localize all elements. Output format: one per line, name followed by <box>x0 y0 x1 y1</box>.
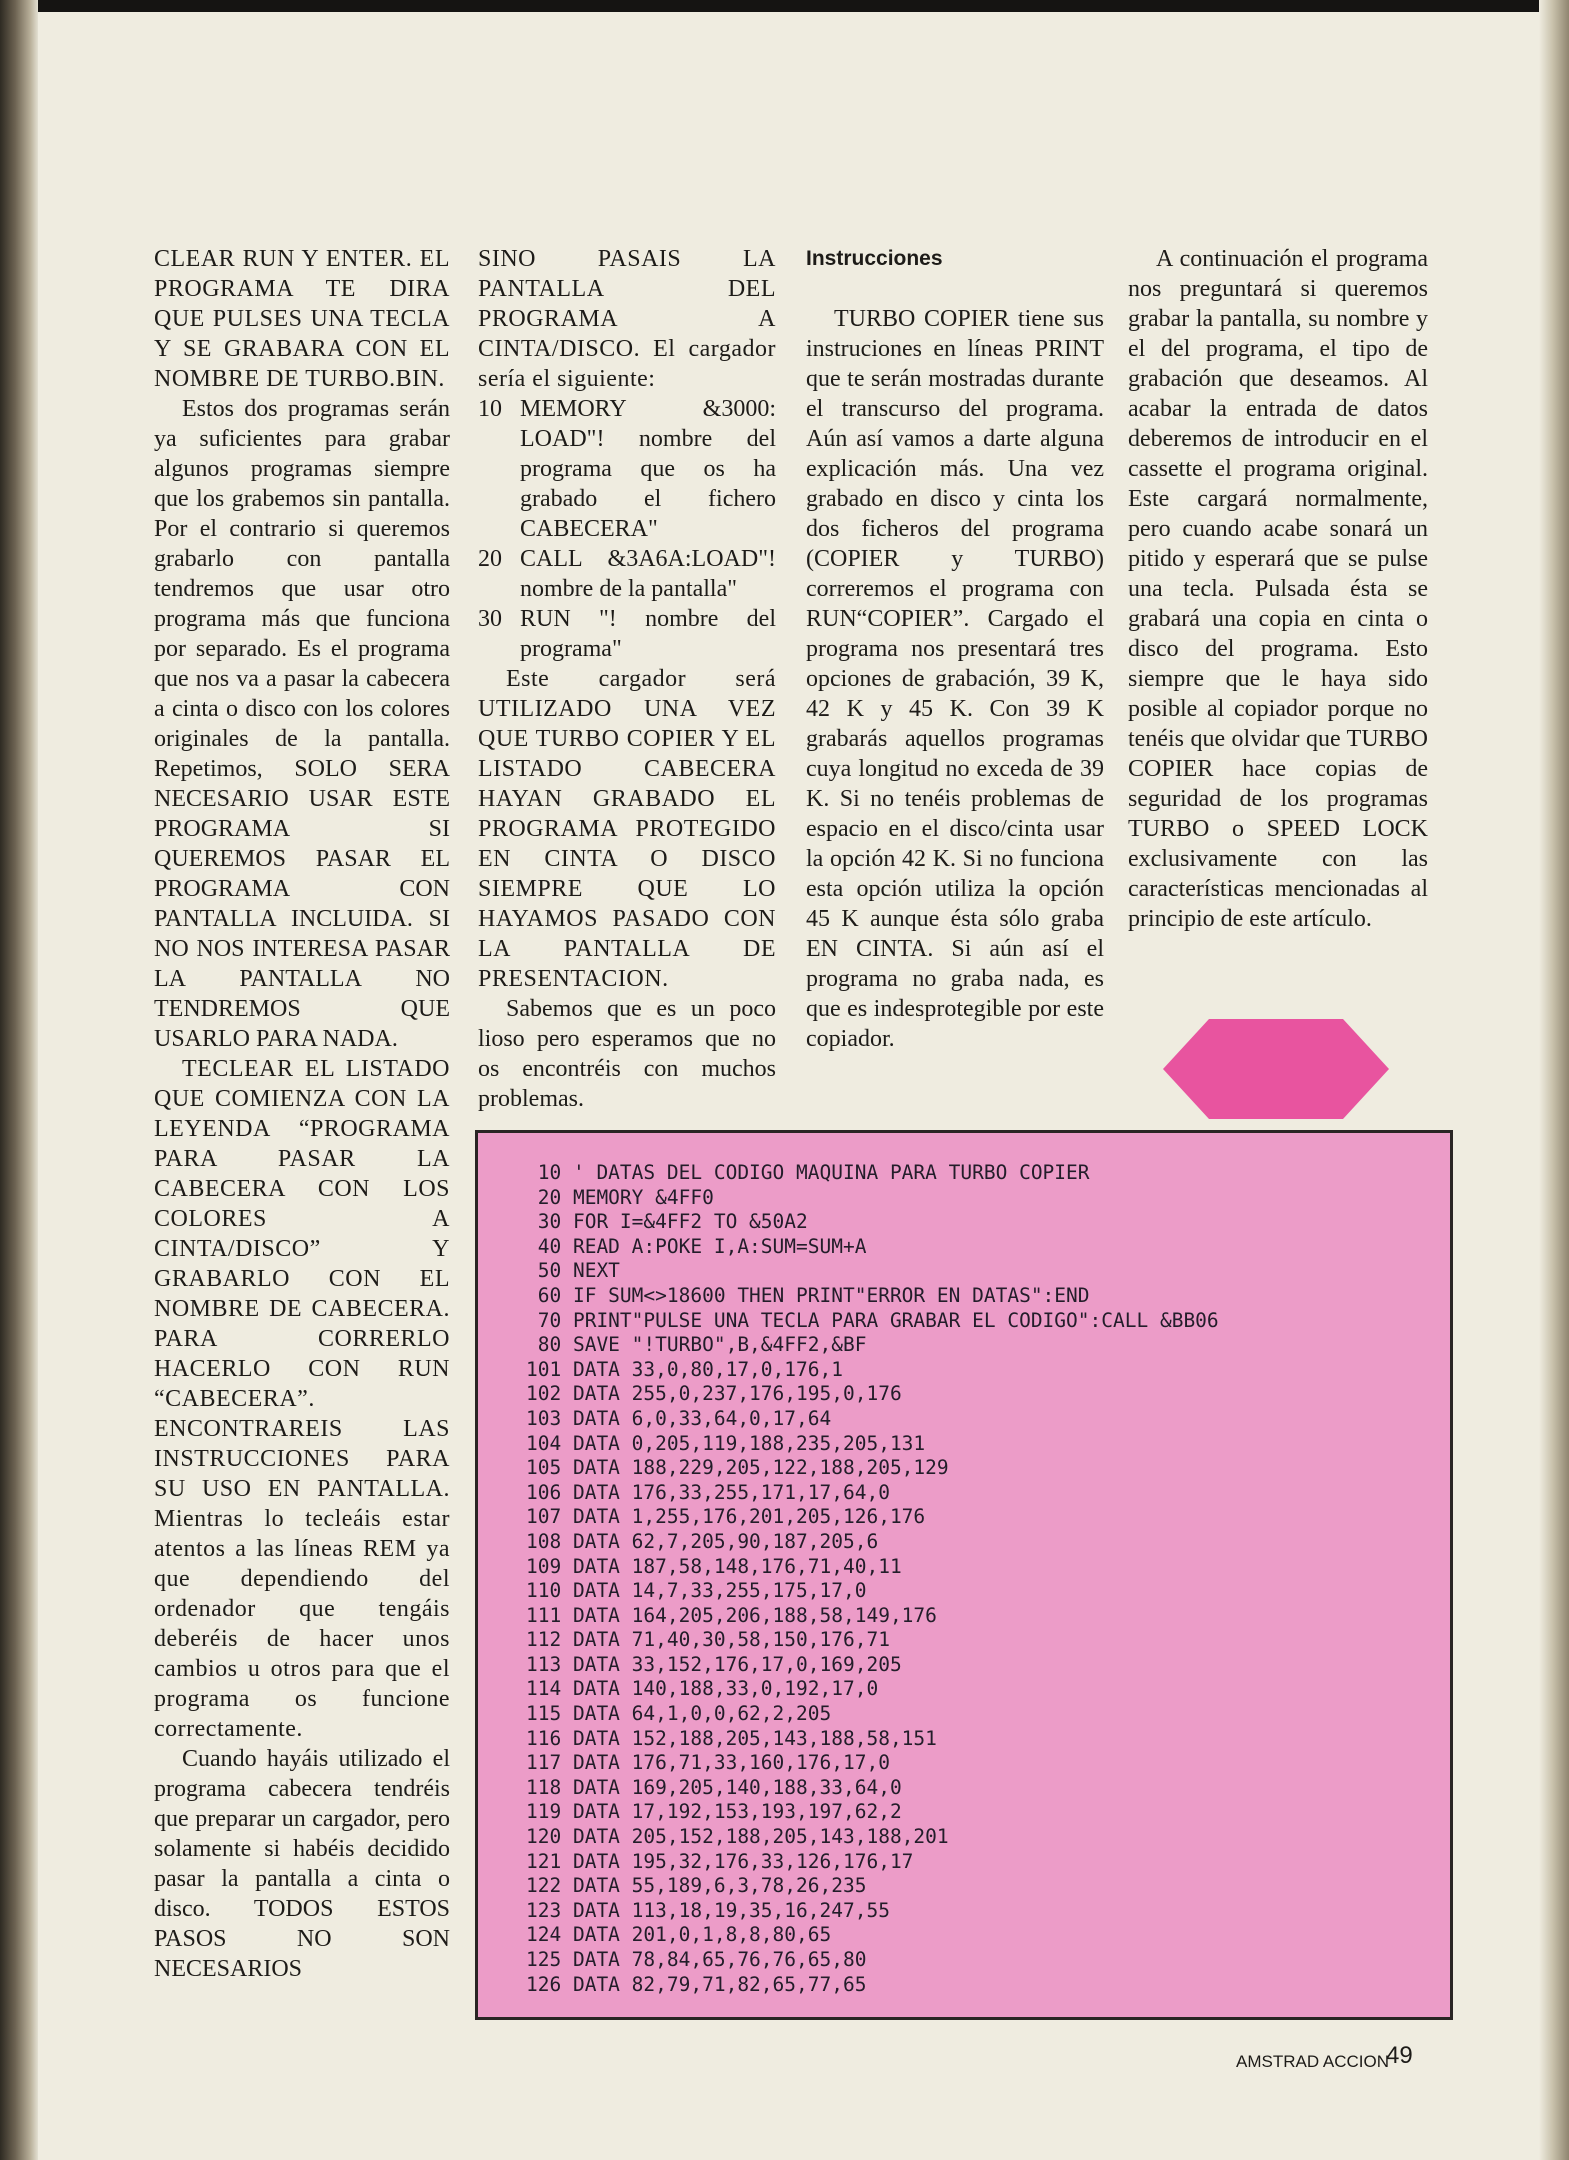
code-line: 114 DATA 140,188,33,0,192,17,0 <box>526 1677 879 1701</box>
code-line: 10 ' DATAS DEL CODIGO MAQUINA PARA TURBO COPIER <box>526 1161 1090 1184</box>
text-column-4 <box>1128 244 1428 934</box>
magazine-name: AMSTRAD ACCION <box>1236 2052 1390 2071</box>
pink-hexagon-ornament <box>1163 1019 1389 1119</box>
code-line: 125 DATA 78,84,65,76,76,65,80 <box>526 1948 867 1971</box>
code-line: 107 DATA 1,255,176,201,205,126,176 <box>526 1505 926 1529</box>
loader-line <box>478 394 776 544</box>
line-code: CALL &3A6A:LOAD"! nombre de la pantalla" <box>520 546 776 602</box>
text-column-1 <box>154 244 450 1984</box>
code-line: 80 SAVE "!TURBO",B,&4FF2,&BF <box>526 1333 867 1357</box>
line-code: RUN "! nombre del programa" <box>520 606 776 662</box>
loader-line <box>478 544 776 604</box>
paragraph: TECLEAR EL LISTADO QUE COMIENZA CON LA LEYENDA “PROGRAMA PARA PASAR LA CABECERA CON LOS COLORES A CINTA/DISCO” Y GRABARLO CON EL NOMBRE DE CABECERA. PARA CORRERLO HACERLO CON RUN “CABECERA”. ENCONTRAREIS LAS INSTRUCCIONES PARA SU USO EN PANTALLA. Mientras lo tecleáis estar atentos a las líneas REM ya que dependiendo del ordenador que tengáis deberéis de hacer unos cambios u otros para que el programa os funcione correctamente. <box>154 1056 450 1742</box>
page-number: 49 <box>1386 2042 1413 2069</box>
paragraph: Cuando hayáis utilizado el programa cabecera tendréis que preparar un cargador, pero solamente si habéis decidido pasar la pantalla a cinta o disco. TODOS ESTOS PASOS NO SON NECESARIOS <box>154 1746 450 1982</box>
code-line: 101 DATA 33,0,80,17,0,176,1 <box>526 1357 843 1381</box>
page-edge <box>1539 0 1569 2160</box>
paragraph: TURBO COPIER tiene sus instruciones en líneas PRINT que te serán mostradas durante el transcurso del programa. Aún así vamos a darte alguna explicación más. Una vez grabado en disco y cinta los dos ficheros del programa (COPIER y TURBO) correremos el programa con RUN“COPIER”. Cargado el programa nos presentará tres opciones de grabación, 39 K, 42 K y 45 K. Con 39 K grabarás aquellos programas cuya longitud no exceda de 39 K. Si no tenéis problemas de espacio en el disco/cinta usar la opción 42 K. Si no funciona esta opción utiliza la opción 45 K aunque ésta sólo graba EN CINTA. Si aún así el programa no graba nada, es que es indesprotegible por este copiador. <box>806 306 1104 1052</box>
line-code: MEMORY &3000: LOAD"! nombre del programa que os ha grabado el fichero CABECERA" <box>520 396 776 542</box>
code-line: 30 FOR I=&4FF2 TO &50A2 <box>526 1210 808 1234</box>
text-column-3 <box>806 244 1104 1054</box>
line-number: 30 <box>478 606 502 632</box>
code-line: 119 DATA 17,192,153,193,197,62,2 <box>526 1800 902 1824</box>
code-line: 70 PRINT"PULSE UNA TECLA PARA GRABAR EL CODIGO":CALL &BB06 <box>526 1308 1219 1332</box>
code-line: 116 DATA 152,188,205,143,188,58,151 <box>526 1726 937 1750</box>
code-line: 120 DATA 205,152,188,205,143,188,201 <box>526 1825 949 1849</box>
code-line: 118 DATA 169,205,140,188,33,64,0 <box>526 1775 902 1799</box>
code-line: 121 DATA 195,32,176,33,126,176,17 <box>526 1849 914 1873</box>
line-number: 20 <box>478 546 502 572</box>
code-line: 103 DATA 6,0,33,64,0,17,64 <box>526 1406 832 1430</box>
code-listing <box>526 1161 1219 1997</box>
code-line: 20 MEMORY &4FF0 <box>526 1185 714 1209</box>
code-line: 124 DATA 201,0,1,8,8,80,65 <box>526 1923 832 1947</box>
paragraph: CLEAR RUN Y ENTER. EL PROGRAMA TE DIRA QUE PULSES UNA TECLA Y SE GRABARA CON EL NOMBRE DE TURBO.BIN. <box>154 246 450 392</box>
code-line: 104 DATA 0,205,119,188,235,205,131 <box>526 1431 926 1455</box>
code-line: 109 DATA 187,58,148,176,71,40,11 <box>526 1554 902 1578</box>
paragraph: Sabemos que es un poco lioso pero esperamos que no os encontréis con muchos problemas. <box>478 996 776 1112</box>
page-top-shadow <box>0 0 1569 12</box>
code-listing-box <box>475 1130 1453 2020</box>
code-line: 50 NEXT <box>526 1259 620 1283</box>
code-line: 110 DATA 14,7,33,255,175,17,0 <box>526 1579 867 1603</box>
code-line: 112 DATA 71,40,30,58,150,176,71 <box>526 1628 890 1652</box>
code-line: 117 DATA 176,71,33,160,176,17,0 <box>526 1751 890 1775</box>
text-column-2 <box>478 244 776 1114</box>
code-line: 115 DATA 64,1,0,0,62,2,205 <box>526 1702 832 1726</box>
code-line: 108 DATA 62,7,205,90,187,205,6 <box>526 1529 879 1553</box>
code-line: 122 DATA 55,189,6,3,78,26,235 <box>526 1874 867 1898</box>
loader-line <box>478 604 776 664</box>
code-line: 113 DATA 33,152,176,17,0,169,205 <box>526 1652 902 1676</box>
code-line: 105 DATA 188,229,205,122,188,205,129 <box>526 1456 949 1480</box>
code-line: 102 DATA 255,0,237,176,195,0,176 <box>526 1382 902 1406</box>
code-line: 111 DATA 164,205,206,188,58,149,176 <box>526 1603 937 1627</box>
paragraph: SINO PASAIS LA PANTALLA DEL PROGRAMA A CINTA/DISCO. El cargador sería el siguiente: <box>478 246 776 392</box>
paragraph: Este cargador será UTILIZADO UNA VEZ QUE TURBO COPIER Y EL LISTADO CABECERA HAYAN GRABADO EL PROGRAMA PROTEGIDO EN CINTA O DISCO SIEMPRE QUE LO HAYAMOS PASADO CON LA PANTALLA DE PRESENTACION. <box>478 666 776 992</box>
paragraph: Estos dos programas serán ya suficientes para grabar algunos programas siempre que los grabemos sin pantalla. Por el contrario si queremos grabarlo con pantalla tendremos que usar otro programa más que funciona por separado. Es el programa que nos va a pasar la cabecera a cinta o disco con los colores originales de la pantalla. Repetimos, SOLO SERA NECESARIO USAR ESTE PROGRAMA SI QUEREMOS PASAR EL PROGRAMA CON PANTALLA INCLUIDA. SI NO NOS INTERESA PASAR LA PANTALLA NO TENDREMOS QUE USARLO PARA NADA. <box>154 396 450 1052</box>
code-line: 123 DATA 113,18,19,35,16,247,55 <box>526 1898 890 1922</box>
binding-spine <box>0 0 38 2160</box>
code-line: 126 DATA 82,79,71,82,65,77,65 <box>526 1972 867 1996</box>
section-heading: Instrucciones <box>806 247 943 270</box>
code-line: 60 IF SUM<>18600 THEN PRINT"ERROR EN DATAS":END <box>526 1283 1090 1307</box>
paragraph: A continuación el programa nos preguntará si queremos grabar la pantalla, su nombre y el del programa, el tipo de grabación que deseamos. Al acabar la entrada de datos deberemos de introducir en el cassette el programa original. Este cargará normalmente, pero cuando acabe sonará un pitido y esperará que se pulse una tecla. Pulsada ésta se grabará una copia en cinta o disco del programa. Esto siempre que le haya sido posible al copiador porque no tenéis que olvidar que TURBO COPIER hace copias de seguridad de los programas TURBO o SPEED LOCK exclusivamente con las características mencionadas al principio de este artículo. <box>1128 246 1428 932</box>
code-line: 40 READ A:POKE I,A:SUM=SUM+A <box>526 1234 867 1258</box>
line-number: 10 <box>478 396 502 422</box>
code-line: 106 DATA 176,33,255,171,17,64,0 <box>526 1480 890 1504</box>
